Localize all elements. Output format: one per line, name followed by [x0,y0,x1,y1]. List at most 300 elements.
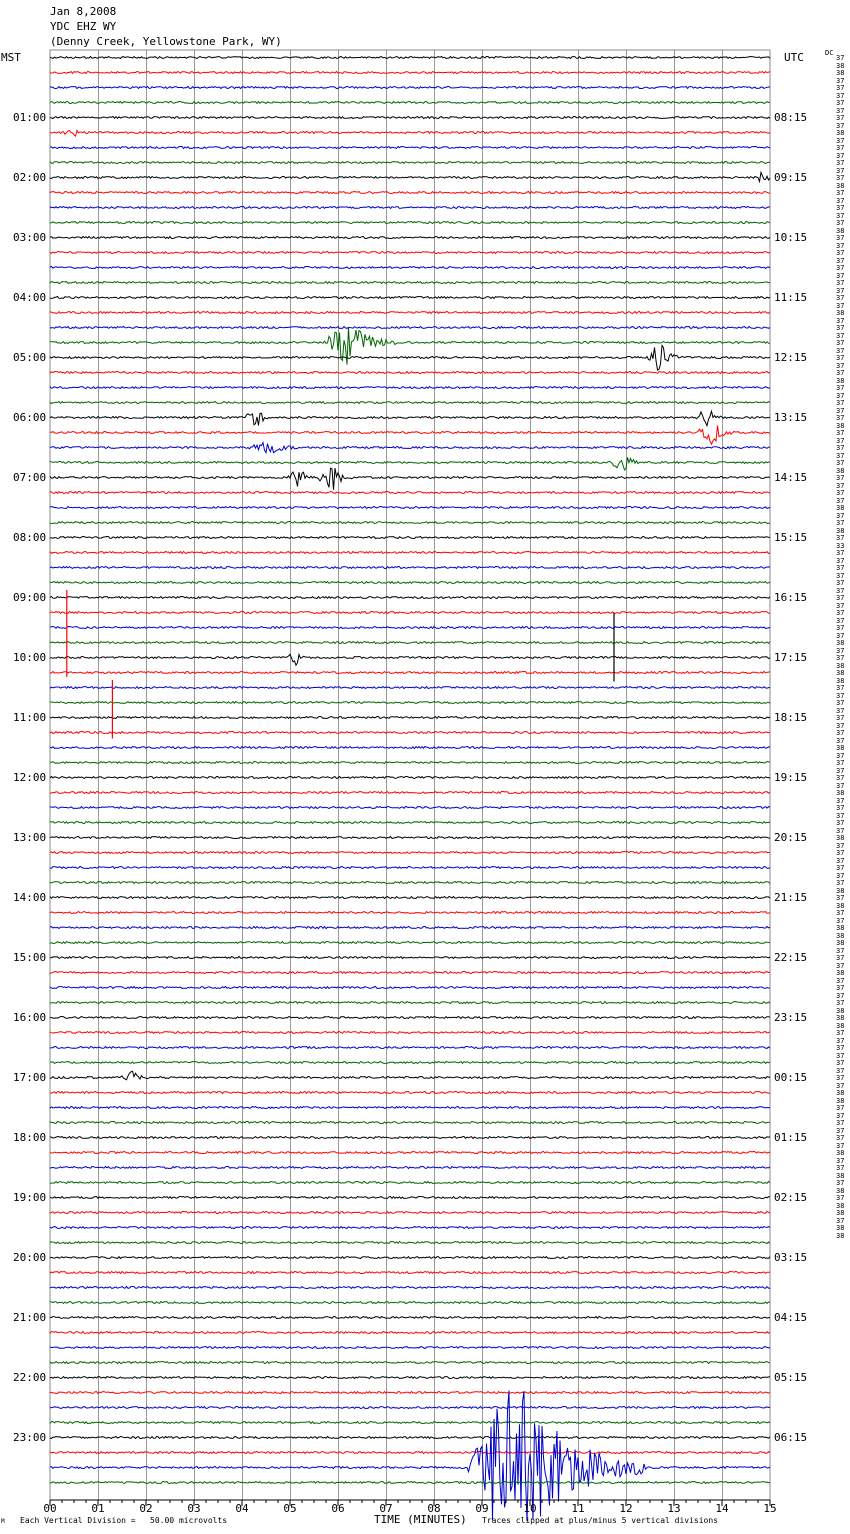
trace-line [50,882,770,884]
dc-value: 37 [836,819,845,827]
right-hour-label: 06:15 [774,1430,808,1444]
right-hour-label: 22:15 [774,950,808,964]
trace-line [50,1107,770,1109]
dc-value: 37 [836,151,845,160]
dc-value: 37 [836,136,845,145]
dc-value: 38 [836,129,845,137]
trace-line [50,522,770,524]
dc-value: 38 [836,69,845,77]
dc-value: 37 [836,339,845,347]
dc-value: 37 [836,946,845,955]
right-hour-label: 13:15 [774,410,808,424]
dc-value: 38 [836,834,845,842]
trace-line [50,1242,770,1244]
right-hour-label: 08:15 [774,110,808,124]
dc-value: 37 [836,609,845,617]
trace-line [50,162,770,164]
trace-line [50,957,770,959]
left-axis-title: MST [1,51,21,64]
dc-value: 38 [836,969,845,977]
dc-value: 37 [836,391,845,400]
left-hour-label: 14:00 [13,890,47,904]
dc-value: 37 [836,84,845,92]
trace-line [50,1092,770,1094]
dc-value: 38 [836,669,845,677]
trace-line [50,582,770,584]
left-hour-label: 23:00 [13,1430,47,1444]
right-hour-label: 04:15 [774,1310,808,1324]
dc-value: 38 [836,1089,845,1097]
dc-value: 37 [836,264,845,272]
dc-value: 37 [836,594,845,602]
trace-line [50,942,770,944]
x-tick-label: 13 [667,1502,681,1515]
dc-value: 37 [836,759,845,767]
trace-line [50,1002,770,1004]
trace-line [50,457,770,470]
trace-line [50,762,770,764]
trace-line [50,426,770,445]
trace-line [50,672,770,674]
left-hour-label: 20:00 [13,1250,47,1264]
dc-value: 37 [836,1164,845,1172]
trace-line [50,567,770,569]
dc-value: 37 [836,841,845,850]
x-tick-label: 04 [235,1502,249,1515]
left-hour-label: 22:00 [13,1370,47,1384]
right-hour-label: 11:15 [774,290,808,304]
dc-value: 37 [836,1194,845,1202]
dc-value: 38 [836,939,845,947]
dc-value: 37 [836,916,845,925]
trace-line [50,654,770,665]
dc-value: 37 [836,751,845,760]
trace-line [50,402,770,404]
trace-line [50,1137,770,1139]
trace-line [50,1392,770,1394]
dc-value: 37 [836,286,845,295]
trace-line [50,837,770,839]
dc-label: DC [825,49,834,57]
left-hour-label: 12:00 [13,770,47,784]
dc-value: 37 [836,1126,845,1135]
trace-line [50,867,770,869]
left-hour-label: 05:00 [13,350,47,364]
dc-value: 37 [836,1036,845,1045]
dc-value: 37 [836,406,845,415]
trace-line [50,1407,770,1409]
corner-mark: M [1,1518,5,1525]
dc-value: 37 [836,496,845,505]
dc-value: 37 [836,811,845,820]
right-hour-label: 23:15 [774,1010,808,1024]
right-hour-label: 01:15 [774,1130,808,1144]
dc-value: 37 [836,489,845,497]
trace-line [50,1017,770,1019]
x-tick-label: 06 [331,1502,345,1515]
trace-line [50,1122,770,1124]
x-tick-label: 01 [91,1502,105,1515]
dc-value: 38 [836,1006,845,1015]
chart-station: YDC EHZ WY [50,20,117,33]
trace-line [50,117,770,119]
dc-value: 38 [836,744,845,752]
dc-value: 37 [836,736,845,745]
x-tick-label: 12 [619,1502,633,1515]
dc-value: 38 [836,181,845,190]
right-hour-label: 21:15 [774,890,808,904]
dc-value: 37 [836,1104,845,1112]
left-hour-label: 01:00 [13,110,47,124]
dc-value: 38 [836,1201,845,1210]
dc-value: 37 [836,316,845,325]
dc-value: 37 [836,219,845,227]
dc-value: 37 [836,211,845,220]
trace-line [50,1227,770,1229]
trace-line [50,1482,770,1484]
left-hour-label: 03:00 [13,230,47,244]
dc-value: 37 [836,114,845,122]
dc-value: 37 [836,234,845,242]
right-hour-label: 00:15 [774,1070,808,1084]
dc-value: 37 [836,196,845,205]
dc-value: 37 [836,849,845,857]
dc-value: 38 [836,504,845,512]
trace-line [50,1167,770,1169]
dc-value: 37 [836,549,845,557]
dc-value: 37 [836,586,845,595]
dc-value: 37 [836,1179,845,1187]
right-hour-label: 15:15 [774,530,808,544]
dc-value: 37 [836,414,845,422]
dc-value: 37 [836,159,845,167]
left-hour-label: 21:00 [13,1310,47,1324]
trace-line [50,1347,770,1349]
dc-value: 37 [836,1066,845,1075]
trace-line [50,627,770,629]
right-hour-label: 10:15 [774,230,808,244]
dc-value: 37 [836,706,845,715]
trace-line [50,1287,770,1289]
dc-value: 37 [836,519,845,527]
trace-line [50,1212,770,1214]
trace-line [50,1152,770,1154]
trace-line [50,1317,770,1319]
trace-line [50,1422,770,1424]
dc-value: 38 [836,924,845,932]
dc-value: 37 [836,1059,845,1067]
dc-value: 37 [836,984,845,992]
dc-value: 37 [836,699,845,707]
x-tick-label: 11 [571,1502,585,1515]
dc-value: 38 [836,931,845,940]
dc-value: 37 [836,346,845,355]
dc-value: 38 [836,421,845,430]
dc-value: 37 [836,534,845,542]
left-hour-label: 06:00 [13,410,47,424]
left-hour-label: 02:00 [13,170,47,184]
right-hour-label: 18:15 [774,710,808,724]
dc-value: 37 [836,174,845,182]
left-hour-label: 10:00 [13,650,47,664]
dc-value: 37 [836,91,845,100]
right-hour-label: 14:15 [774,470,808,484]
trace-line [50,57,770,59]
trace-line [50,822,770,824]
dc-value: 38 [836,661,845,670]
trace-line [50,346,770,371]
dc-value: 37 [836,331,845,340]
dc-value: 37 [836,691,845,700]
dc-value: 37 [836,766,845,775]
right-hour-label: 17:15 [774,650,808,664]
x-axis-title: TIME (MINUTES) [374,1513,467,1526]
dc-value: 37 [836,954,845,962]
trace-line [50,807,770,809]
trace-line [50,552,770,554]
left-hour-label: 09:00 [13,590,47,604]
trace-line [50,792,770,794]
trace-line [50,312,770,314]
dc-value: 38 [836,789,845,797]
trace-line [50,327,770,329]
trace-line [50,852,770,854]
dc-value: 37 [836,54,845,62]
dc-value: 37 [836,601,845,610]
trace-line [50,747,770,749]
trace-line [50,1362,770,1364]
dc-value: 37 [836,1119,845,1127]
left-hour-label: 13:00 [13,830,47,844]
trace-line [50,717,770,719]
dc-value: 38 [836,676,845,685]
dc-value: 38 [836,309,845,317]
trace-line [50,468,770,490]
dc-value: 37 [836,1029,845,1037]
trace-line [50,1377,770,1379]
left-hour-label: 19:00 [13,1190,47,1204]
dc-value: 37 [836,301,845,310]
trace-line [50,612,770,614]
dc-value: 37 [836,571,845,580]
dc-value: 37 [836,999,845,1007]
right-hour-label: 12:15 [774,350,808,364]
dc-value: 37 [836,864,845,872]
dc-value: 38 [836,376,845,385]
dc-value: 38 [836,1209,845,1217]
seismic-traces [50,57,770,1522]
trace-line [50,297,770,299]
dc-value: 37 [836,624,845,632]
dc-value: 37 [836,99,845,107]
dc-value: 38 [836,1149,845,1157]
scale-note: Each Vertical Division = 50.00 microvolts [20,1516,228,1525]
dc-value: 38 [836,1171,845,1180]
trace-line [50,411,770,425]
dc-value: 37 [836,369,845,377]
right-hour-label: 02:15 [774,1190,808,1204]
trace-line [50,372,770,374]
dc-value: 38 [836,901,845,910]
dc-value: 37 [836,166,845,175]
dc-value: 37 [836,1044,845,1052]
dc-value: 37 [836,631,845,640]
trace-line [50,387,770,389]
trace-line [50,897,770,899]
trace-line [50,192,770,194]
trace-line [50,492,770,494]
dc-value: 37 [836,1051,845,1060]
dc-value: 38 [836,886,845,895]
dc-value: 38 [836,61,845,70]
dc-value: 38 [836,1231,845,1240]
trace-line [50,537,770,539]
trace-line [50,207,770,209]
dc-value: 37 [836,1081,845,1090]
right-hour-label: 19:15 [774,770,808,784]
right-hour-label: 20:15 [774,830,808,844]
dc-value: 37 [836,354,845,362]
x-tick-label: 02 [139,1502,153,1515]
trace-line [50,443,770,453]
trace-line [50,1182,770,1184]
x-tick-label: 10 [523,1502,537,1515]
dc-value: 37 [836,474,845,482]
dc-value: 37 [836,271,845,280]
dc-value: 37 [836,894,845,902]
dc-value: 37 [836,826,845,835]
trace-line [50,237,770,239]
dc-value: 38 [836,1014,845,1022]
x-tick-label: 03 [187,1502,201,1515]
trace-line [50,972,770,974]
trace-line [50,1437,770,1439]
dc-value: 37 [836,564,845,572]
dc-value: 37 [836,856,845,865]
dc-value: 37 [836,721,845,730]
dc-value: 38 [836,1186,845,1195]
dc-value: 37 [836,654,845,662]
dc-value: 37 [836,294,845,302]
trace-line [50,642,770,644]
dc-value: 37 [836,204,845,212]
trace-line [50,1062,770,1064]
trace-line [50,1452,770,1454]
left-hour-label: 11:00 [13,710,47,724]
dc-value: 37 [836,616,845,625]
dc-value: 37 [836,106,845,115]
dc-value: 37 [836,444,845,452]
dc-value: 37 [836,249,845,257]
dc-value: 38 [836,1096,845,1105]
trace-line [50,87,770,89]
dc-value: 37 [836,871,845,880]
dc-value: 37 [836,796,845,805]
dc-value: 37 [836,991,845,1000]
dc-value: 37 [836,256,845,265]
dc-value: 37 [836,279,845,287]
dc-value: 37 [836,879,845,887]
left-hour-label: 18:00 [13,1130,47,1144]
dc-value: 37 [836,1111,845,1120]
trace-line [50,282,770,284]
trace-line [50,130,770,136]
trace-line [50,702,770,704]
dc-value: 37 [836,189,845,197]
dc-value: 37 [836,961,845,970]
dc-value: 37 [836,1141,845,1150]
right-hour-label: 03:15 [774,1250,808,1264]
trace-line [50,1047,770,1049]
dc-value: 37 [836,241,845,250]
x-tick-label: 07 [379,1502,393,1515]
dc-value: 37 [836,976,845,985]
left-hour-label: 08:00 [13,530,47,544]
dc-value: 37 [836,144,845,152]
dc-value: 37 [836,511,845,520]
dc-value: 38 [836,526,845,535]
dc-value: 37 [836,774,845,782]
dc-value: 37 [836,436,845,445]
trace-line [50,732,770,734]
dc-value: 37 [836,556,845,565]
right-hour-label: 05:15 [774,1370,808,1384]
trace-line [50,1197,770,1199]
right-hour-label: 16:15 [774,590,808,604]
chart-date: Jan 8,2008 [50,5,117,18]
trace-line [50,507,770,509]
trace-line [50,252,770,254]
chart-location: (Denny Creek, Yellowstone Park, WY) [50,35,282,48]
dc-value: 37 [836,324,845,332]
left-hour-label: 15:00 [13,950,47,964]
left-hour-label: 04:00 [13,290,47,304]
trace-line [50,222,770,224]
dc-value: 38 [836,466,845,475]
trace-line [50,597,770,599]
trace-line [50,102,770,104]
dc-value: 37 [836,76,845,85]
trace-line [50,172,770,181]
dc-value: 37 [836,909,845,917]
dc-value: 37 [836,451,845,460]
clip-note: Traces clipped at plus/minus 5 vertical divisions [482,1516,719,1525]
trace-line [50,267,770,269]
left-hour-label: 17:00 [13,1070,47,1084]
dc-value: 37 [836,1156,845,1165]
trace-line [50,1257,770,1259]
dc-value: 38 [836,1021,845,1030]
trace-line [50,1332,770,1334]
x-tick-label: 15 [763,1502,777,1515]
x-tick-label: 00 [43,1502,57,1515]
trace-line [50,912,770,914]
trace-line [50,1032,770,1034]
right-axis-title: UTC [784,51,804,64]
dc-value: 38 [836,226,845,235]
left-hour-label: 16:00 [13,1010,47,1024]
dc-value: 37 [836,399,845,407]
trace-line [50,987,770,989]
dc-value: 37 [836,459,845,467]
dc-value: 37 [836,384,845,392]
trace-line [50,687,770,689]
dc-value: 37 [836,481,845,490]
dc-value: 37 [836,121,845,130]
left-hour-label: 07:00 [13,470,47,484]
dc-value: 37 [836,804,845,812]
trace-line [50,1272,770,1274]
